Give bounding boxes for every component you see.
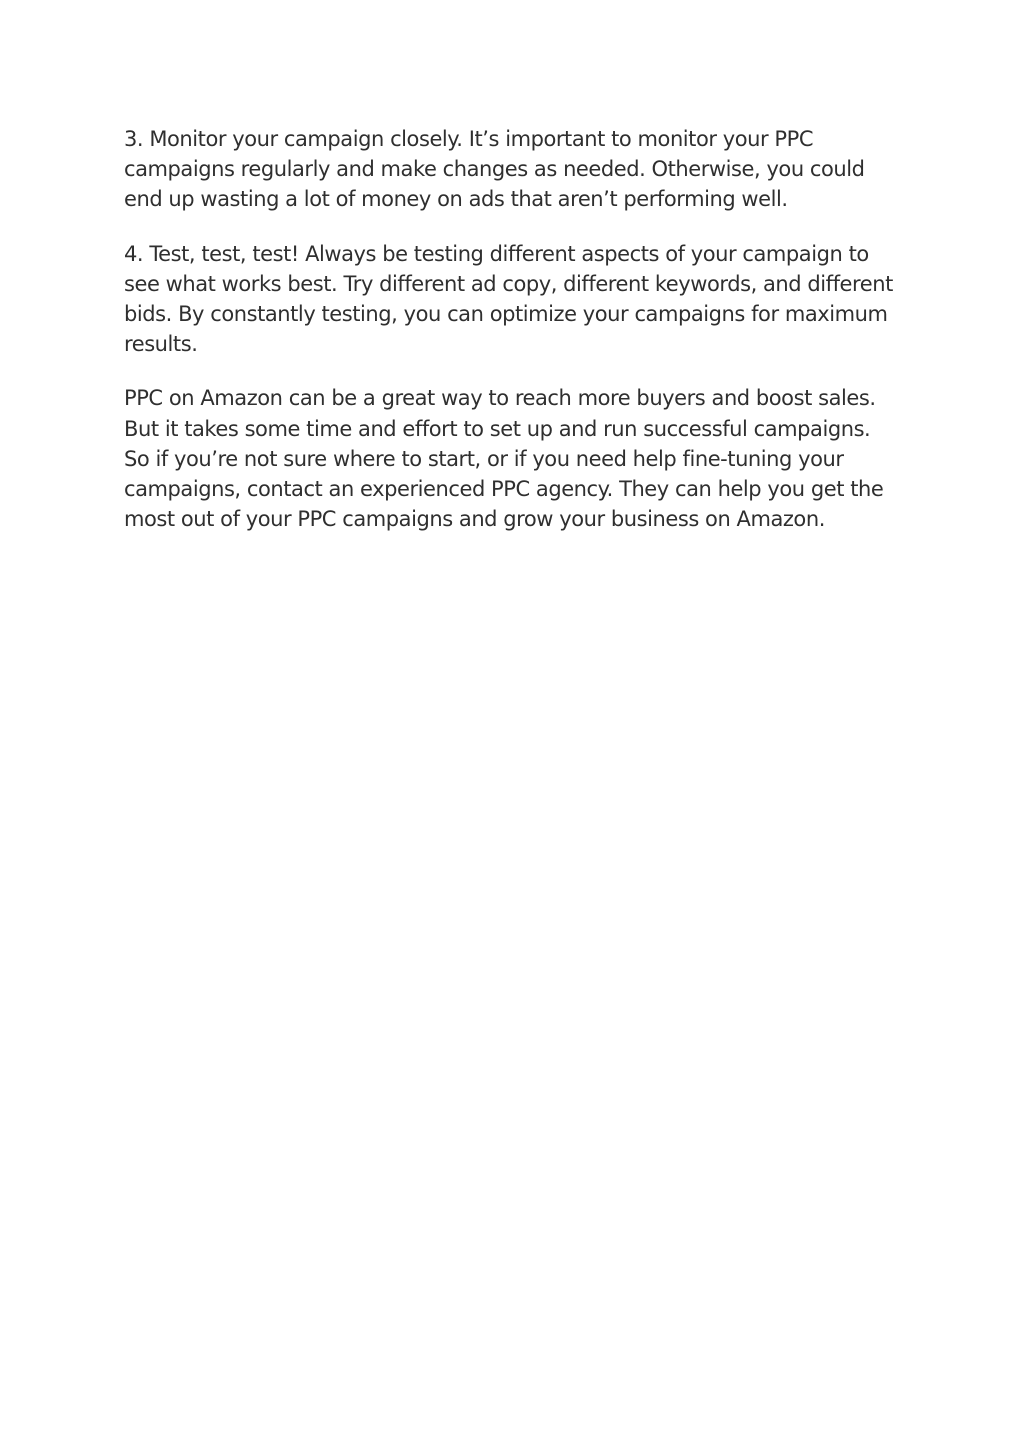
document-body bbox=[124, 124, 899, 558]
paragraph-monitor-campaign: 3. Monitor your campaign closely. It’s important to monitor your PPC campaigns regularly and make changes as needed. Otherwise, you could end up wasting a lot of money on ads that aren’t performing well. bbox=[124, 127, 865, 212]
paragraph-conclusion: PPC on Amazon can be a great way to reach more buyers and boost sales. But it takes some time and effort to set up and run successful campaigns. So if you’re not sure where to start, or if you need help fine-tuning your campaigns, contact an experienced PPC agency. They can help you get the most out of your PPC campaigns and grow your business on Amazon. bbox=[124, 386, 884, 532]
paragraph-test-campaign: 4. Test, test, test! Always be testing different aspects of your campaign to see what works best. Try different ad copy, different keywords, and different bids. By constantly testing, you can optimize your campaigns for maximum results. bbox=[124, 241, 893, 357]
